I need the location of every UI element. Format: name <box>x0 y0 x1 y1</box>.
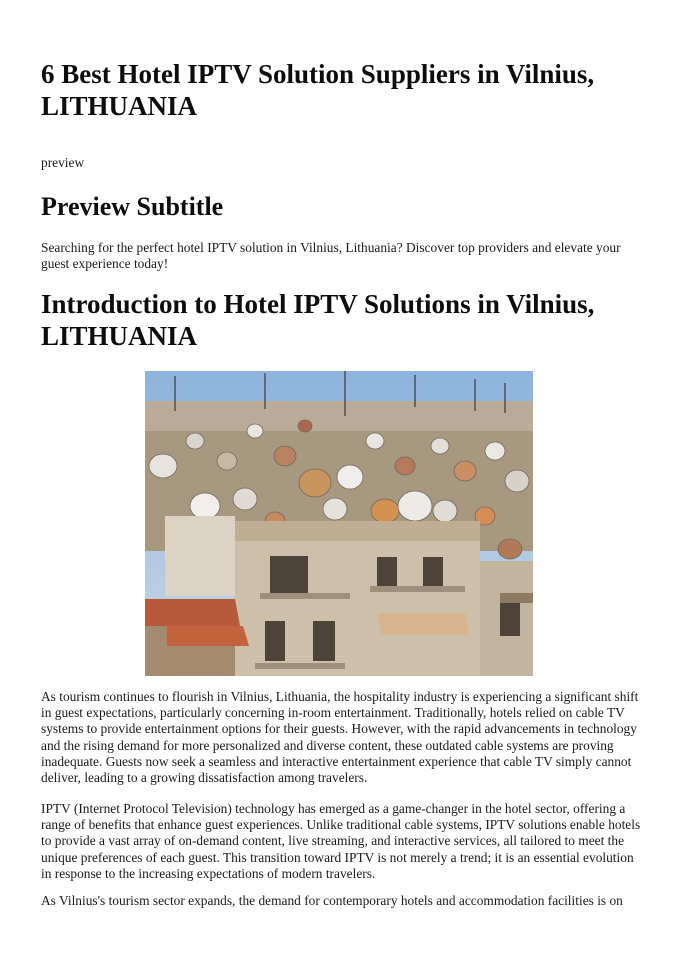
intro-paragraph: Searching for the perfect hotel IPTV solution in Vilnius, Lithuania? Discover top providers and elevate your guest experience today! <box>41 240 621 272</box>
preview-label: preview <box>41 155 85 170</box>
page-title: 6 Best Hotel IPTV Solution Suppliers in Vilnius, LITHUANIA <box>41 59 595 121</box>
body-paragraph-2: IPTV (Internet Protocol Television) technology has emerged as a game-changer in the hotel sector, offering a range of benefits that enhance guest experiences. Unlike traditional cable systems, IPTV solutions enable hotels to provide a vast array of on-demand content, live streaming, and interactive services, all tailored to meet the unique preferences of each guest. This transition toward IPTV is not merely a trend; it is an essential evolution in response to the increasing expectations of modern travelers. <box>41 801 641 881</box>
section-heading: Introduction to Hotel IPTV Solutions in Vilnius, LITHUANIA <box>41 289 595 351</box>
body-paragraph-1: As tourism continues to flourish in Vilnius, Lithuania, the hospitality industry is experiencing a significant shift in guest expectations, particularly concerning in-room entertainment. Traditionally, hotels relied on cable TV systems to provide entertainment options for their guests. However, with the rapid advancements in technology and the rising demand for more personalized and diverse content, these outdated cable systems are proving inadequate. Guests now seek a seamless and interactive entertainment experience that cable TV simply cannot deliver, leading to a growing dissatisfaction among travelers. <box>41 689 639 786</box>
body-paragraph-3: As Vilnius's tourism sector expands, the demand for contemporary hotels and accommodation facilities is on <box>41 893 623 908</box>
hero-image <box>145 371 533 676</box>
page-subtitle: Preview Subtitle <box>41 192 224 221</box>
